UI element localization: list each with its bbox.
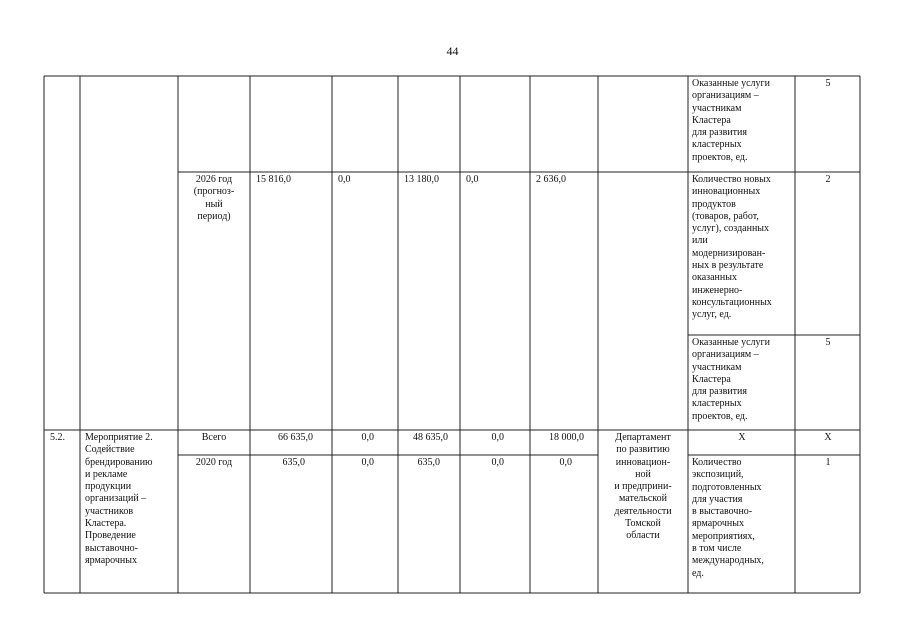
amount-local: 0,0 <box>466 174 479 185</box>
amount-federal: 0,0 <box>361 432 374 443</box>
amount-federal: 0,0 <box>361 457 374 468</box>
indicator-text: Х <box>738 432 746 443</box>
amount-extra: 18 000,0 <box>549 432 584 443</box>
year-cell: 2020 год <box>195 457 233 468</box>
amount-regional: 13 180,0 <box>404 174 439 185</box>
amount-local: 0,0 <box>491 432 504 443</box>
amount-regional: 635,0 <box>417 457 440 468</box>
amount-local: 0,0 <box>491 457 504 468</box>
amount-federal: 0,0 <box>338 174 351 185</box>
amount-extra: 2 636,0 <box>536 174 566 185</box>
indicator-value: 5 <box>825 78 831 89</box>
indicator-text: Количество новых инновационных продуктов (товаров, работ, услуг), созданных или модернизирован- ных в результате оказанных инженерно- консультационных услуг, ед. <box>692 174 772 321</box>
amount-regional: 48 635,0 <box>413 432 448 443</box>
indicator-value: Х <box>824 432 832 443</box>
amount-total: 635,0 <box>282 457 305 468</box>
item-name: Мероприятие 2. Содействие брендированию и рекламе продукции организаций – участников Кластера. Проведение выставочно- ярмарочных <box>85 432 153 566</box>
year-cell: 2026 год (прогноз- ный период) <box>193 174 235 222</box>
item-number: 5.2. <box>50 432 65 443</box>
amount-total: 66 635,0 <box>278 432 313 443</box>
indicator-value: 1 <box>825 457 831 468</box>
amount-extra: 0,0 <box>559 457 572 468</box>
executor: Департамент по развитию инновацион- ной и предприни- мательской деятельности Томской области <box>614 432 672 542</box>
amount-total: 15 816,0 <box>256 174 291 185</box>
indicator-value: 2 <box>825 174 831 185</box>
page-number: 44 <box>446 44 459 58</box>
year-cell: Всего <box>201 432 227 443</box>
indicator-text: Оказанные услуги организациям – участникам Кластера для развития кластерных проектов, ед. <box>692 78 770 163</box>
indicator-text: Количество экспозиций, подготовленных для участия в выставочно- ярмарочных мероприятиях, в том числе международных, ед. <box>692 457 764 579</box>
indicator-text: Оказанные услуги организациям – участникам Кластера для развития кластерных проектов, ед. <box>692 337 770 422</box>
indicator-value: 5 <box>825 337 831 348</box>
